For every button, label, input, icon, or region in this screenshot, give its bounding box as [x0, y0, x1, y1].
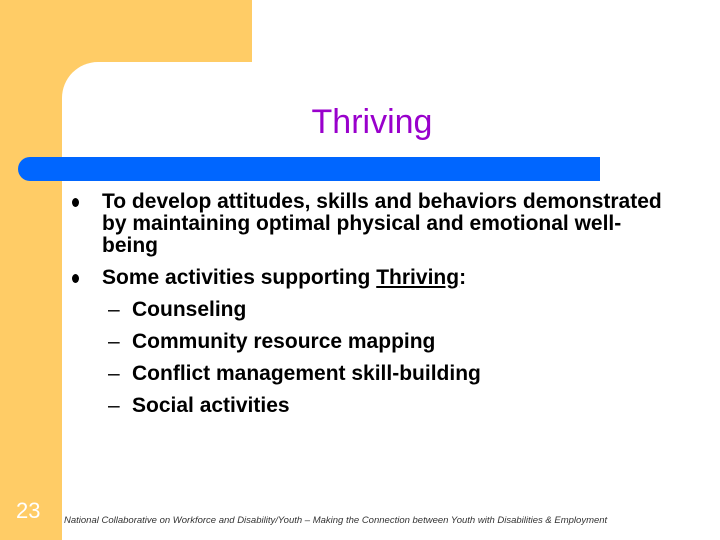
bullet-dot-icon [72, 274, 79, 283]
bullet-dot-icon [72, 198, 79, 207]
dash-icon: – [108, 330, 120, 353]
dash-icon: – [108, 394, 120, 417]
bullet-text: To develop attitudes, skills and behaviors demonstrated by maintaining optimal physical and emotional well-being [102, 190, 662, 257]
sub-bullet-text: Conflict management skill-building [132, 362, 481, 385]
dash-icon: – [108, 298, 120, 321]
slide-title: Thriving [311, 103, 433, 141]
sub-bullet-text: Social activities [132, 394, 290, 417]
bullet-item [70, 191, 670, 257]
bullet-text-prefix: Some activities supporting [102, 266, 377, 289]
sub-bullet-text: Counseling [132, 298, 247, 321]
sub-bullet-item [70, 331, 670, 353]
footer-text: National Collaborative on Workforce and Disability/Youth – Making the Connection between Youth with Disabilities & Employment [64, 515, 608, 526]
sub-bullet-item [70, 395, 670, 417]
bullet-emphasis: Thriving [376, 266, 460, 289]
sub-bullet-item [70, 299, 670, 321]
title-underline-bar [18, 157, 600, 181]
dash-icon: – [108, 362, 120, 385]
slide-body [70, 191, 670, 417]
bullet-text-suffix: : [459, 266, 467, 289]
slide-number: 23 [16, 498, 41, 523]
sub-bullet-item [70, 363, 670, 385]
bullet-item [70, 267, 670, 289]
sub-bullet-text: Community resource mapping [132, 330, 436, 353]
